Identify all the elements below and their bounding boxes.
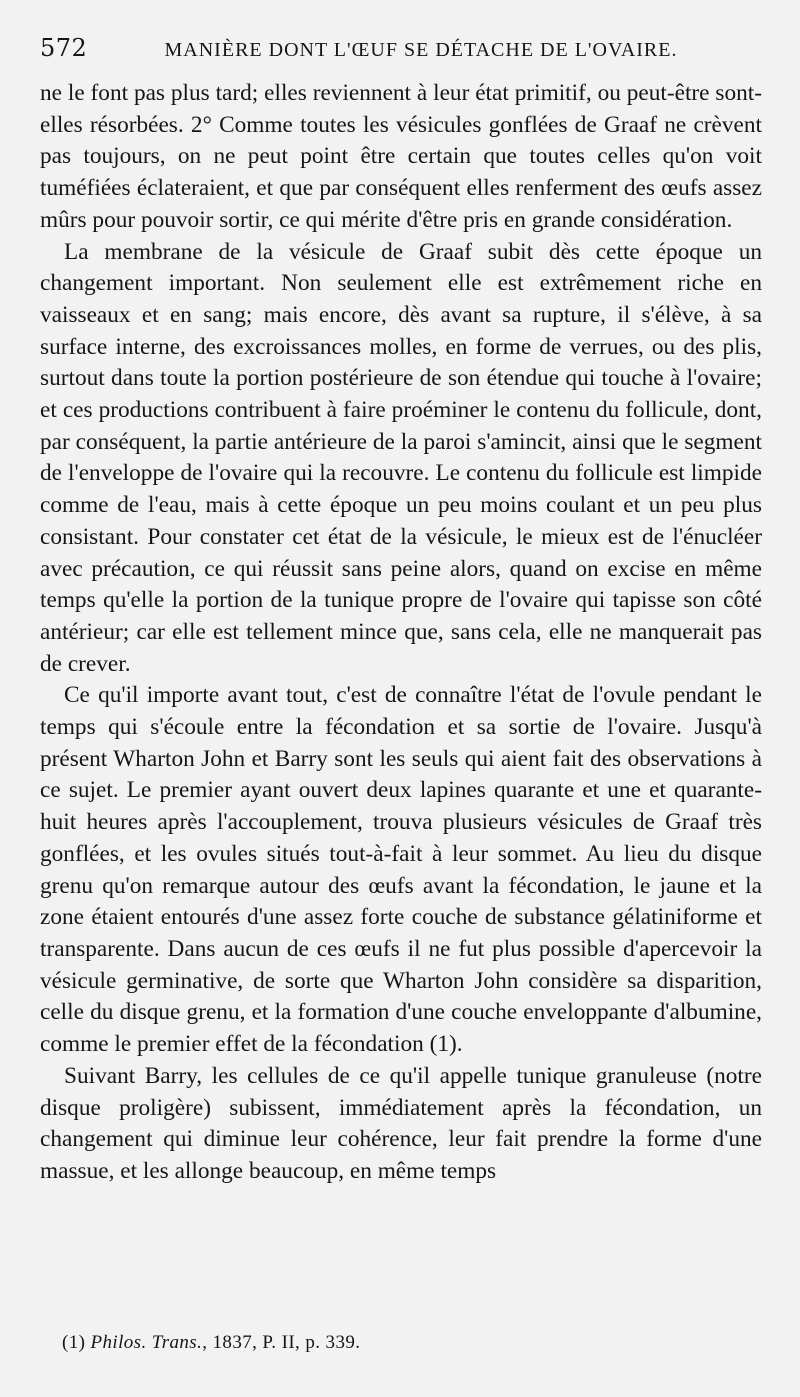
footnote-marker: (1) — [62, 1332, 86, 1353]
running-title: MANIÈRE DONT L'ŒUF SE DÉTACHE DE L'OVAIRE. — [164, 39, 678, 61]
running-header — [40, 34, 762, 74]
paragraph-barry: Suivant Barry, les cellules de ce qu'il appelle tunique granuleuse (notre disque proligère) subissent, immédiatement après la fécondation, un changement qui diminue leur cohérence, leur fait prendre la forme d'une massue, et les allonge beaucoup, en même temps — [40, 1062, 762, 1184]
page-number: 572 — [40, 34, 88, 62]
body-text — [40, 78, 762, 1188]
paragraph-continued: ne le font pas plus tard; elles reviennent à leur état primitif, ou peut-être sont-elles résorbées. 2° Comme toutes les vésicules gonflées de Graaf ne crèvent pas toujours, on ne peut point être certain que toutes celles qu'on voit tuméfiées éclateraient, et que par conséquent elles renferment des œufs assez mûrs pour pouvoir sortir, ce qui mérite d'être pris en grande considération. — [40, 80, 762, 233]
footnote — [62, 1332, 360, 1354]
paragraph-ovule-state: Ce qu'il importe avant tout, c'est de connaître l'état de l'ovule pendant le temps qui s'écoule entre la fécondation et sa sortie de l'ovaire. Jusqu'à présent Wharton John et Barry sont les seuls qui aient fait des observations à ce sujet. Le premier ayant ouvert deux lapines quarante et une et quarante-huit heures après l'accouplement, trouva plusieurs vésicules de Graaf très gonflées, et les ovules situés tout-à-fait à leur sommet. Au lieu du disque grenu qu'on remarque autour des œufs avant la fécondation, le jaune et la zone étaient entourés d'une assez forte couche de substance gélatiniforme et transparente. Dans aucun de ces œufs il ne fut plus possible d'apercevoir la vésicule germinative, de sorte que Wharton John considère sa disparition, celle du disque grenu, et la formation d'une couche enveloppante d'albumine, comme le premier effet de la fécondation (1). — [40, 682, 762, 1058]
footnote-details: , 1837, P. II, p. 339. — [202, 1332, 361, 1353]
paragraph-membrane: La membrane de la vésicule de Graaf subit dès cette époque un changement important. Non seulement elle est extrêmement riche en vaisseaux et en sang; mais encore, dès avant sa rupture, il s'élève, à sa surface interne, des excroissances molles, en forme de verrues, ou des plis, surtout dans toute la portion postérieure de son étendue qui touche à l'ovaire; et ces productions contribuent à faire proéminer le contenu du follicule, dont, par conséquent, la partie antérieure de la paroi s'amincit, ainsi que le segment de l'enveloppe de l'ovaire qui la recouvre. Le contenu du follicule est limpide comme de l'eau, mais à cette époque un peu moins coulant et un peu plus consistant. Pour constater cet état de la vésicule, le mieux est de l'énucléer avec précaution, ce qui réussit sans peine alors, quand on excise en même temps qu'elle la portion de la tunique propre de l'ovaire qui tapisse son côté antérieur; car elle est tellement mince que, sans cela, elle ne manquerait pas de crever. — [40, 238, 762, 677]
footnote-source: Philos. Trans. — [90, 1332, 203, 1353]
